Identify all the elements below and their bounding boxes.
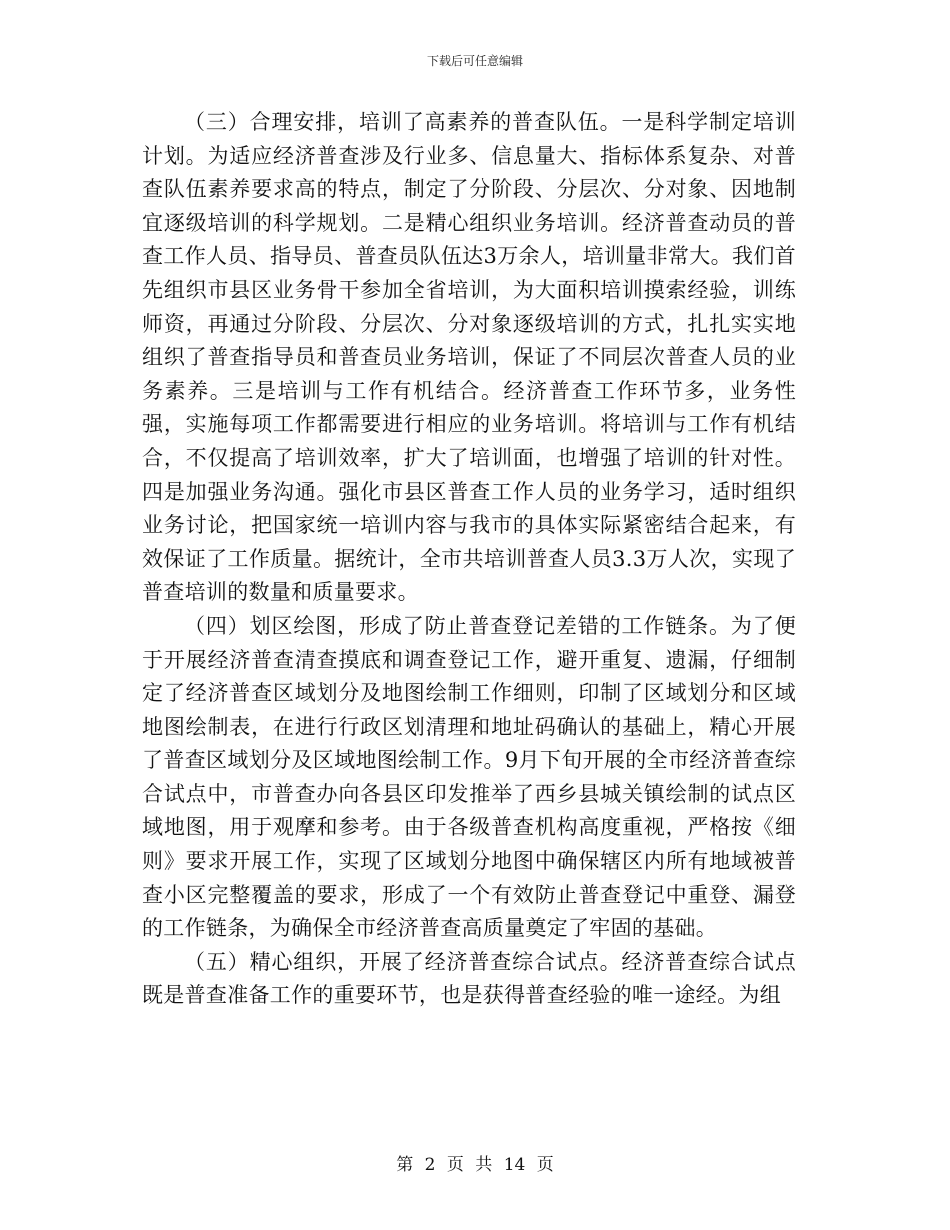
paragraph-section-5: （五）精心组织，开展了经济普查综合试点。经济普查综合试点既是普查准备工作的重要环节，也是获得普查经验的唯一途经。为组 xyxy=(142,949,796,1008)
paragraph-section-4: （四）划区绘图，形成了防止普查登记差错的工作链条。为了便于开展经济普查清查摸底和调查登记工作，避开重复、遗漏，仔细制定了经济普查区域划分及地图绘制工作细则，印制了区域划分和区域地图绘制表，在进行行政区划清理和地址码确认的基础上，精心开展了普查区域划分及区域地图绘制工作。9月下旬开展的全市经济普查综合试点中，市普查办向各县区印发推举了西乡县城关镇绘制的试点区域地图，用于观摩和参考。由于各级普查机构高度重视，严格按《细则》要求开展工作，实现了区域划分地图中确保辖区内所有地域被普查小区完整覆盖的要求，形成了一个有效防止普查登记中重登、漏登的工作链条，为确保全市经济普查高质量奠定了牢固的基础。 xyxy=(142,613,796,941)
paragraph-section-3: （三）合理安排，培训了高素养的普查队伍。一是科学制定培训计划。为适应经济普查涉及行业多、信息量大、指标体系复杂、对普查队伍素养要求高的特点，制定了分阶段、分层次、分对象、因地制宜逐级培训的科学规划。二是精心组织业务培训。经济普查动员的普查工作人员、指导员、普查员队伍达3万余人，培训量非常大。我们首先组织市县区业务骨干参加全省培训，为大面积培训摸索经验，训练师资，再通过分阶段、分层次、分对象逐级培训的方式，扎扎实实地组织了普查指导员和普查员业务培训，保证了不同层次普查人员的业务素养。三是培训与工作有机结合。经济普查工作环节多，业务性强，实施每项工作都需要进行相应的业务培训。将培训与工作有机结合，不仅提高了培训效率，扩大了培训面，也增强了培训的针对性。四是加强业务沟通。强化市县区普查工作人员的业务学习，适时组织业务讨论，把国家统一培训内容与我市的具体实际紧密结合起来，有效保证了工作质量。据统计，全市共培训普查人员3.3万人次，实现了普查培训的数量和质量要求。 xyxy=(142,110,796,605)
page-number-footer: 第 2 页 共 14 页 xyxy=(396,1155,554,1175)
page-header: 下载后可任意编辑 xyxy=(426,54,523,68)
document-body xyxy=(142,106,796,1013)
